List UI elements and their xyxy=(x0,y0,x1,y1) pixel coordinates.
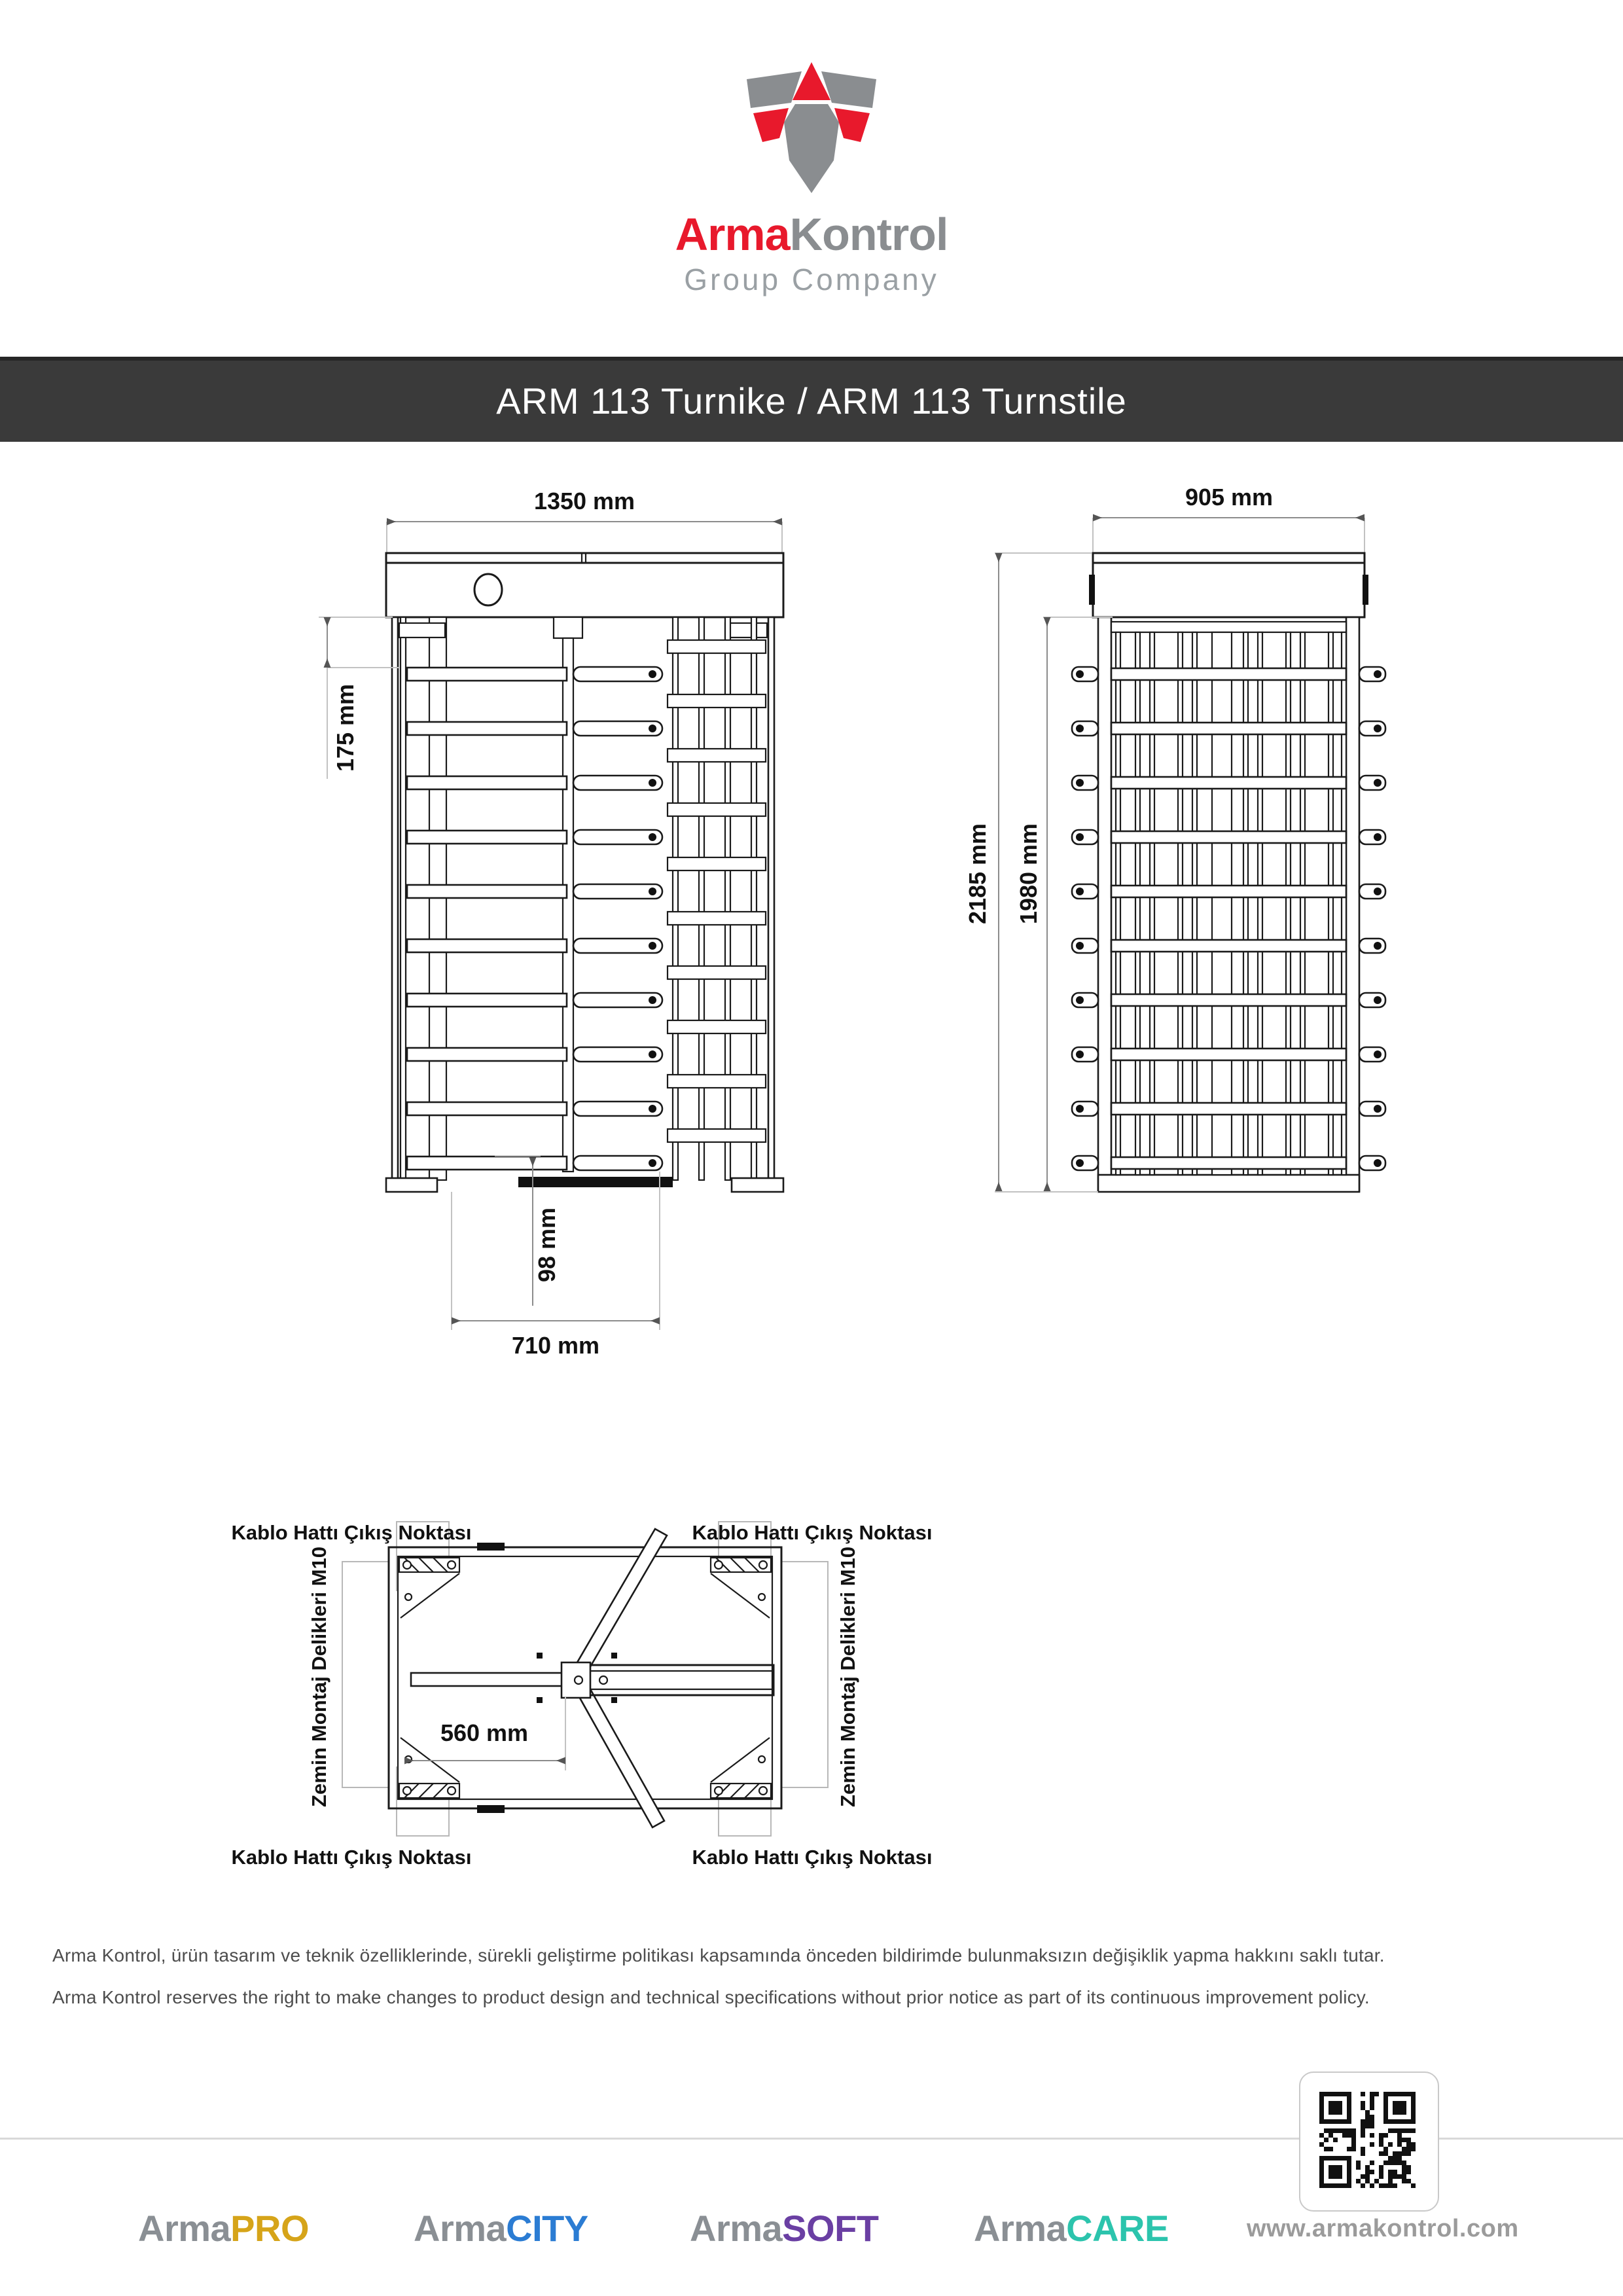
side-cage-height-dimension: 1980 mm xyxy=(1015,823,1042,925)
armakontrol-shield-icon xyxy=(736,62,887,201)
footer-brand-armacare: ArmaCARE xyxy=(974,2208,1169,2249)
logo-brand-prefix: Arma xyxy=(675,209,790,260)
front-passage-dimension: 710 mm xyxy=(511,1332,600,1359)
front-arm-floor-gap-dimension: 98 mm xyxy=(533,1207,560,1283)
technical-drawing xyxy=(0,458,1623,1898)
side-view-drawing xyxy=(964,484,1385,1192)
disclaimer-turkish: Arma Kontrol, ürün tasarım ve teknik özelliklerinde, sürekli geliştirme politikası kapsamında önceden bildirimde bulunmaksızın değişiklik yapma hakkını saklı tutar. xyxy=(52,1945,1385,1965)
front-view-drawing xyxy=(319,488,783,1359)
footer-brand-armacity: ArmaCITY xyxy=(414,2208,588,2249)
front-view-bars xyxy=(407,640,766,1170)
qr-code xyxy=(1299,2072,1439,2212)
qr-code-pattern xyxy=(1319,2092,1416,2188)
cable-exit-label-bottom-right: Kablo Hattı Çıkış Noktası xyxy=(692,1846,933,1869)
page-title: ARM 113 Turnike / ARM 113 Turnstile xyxy=(496,380,1127,422)
cable-exit-label-bottom-left: Kablo Hattı Çıkış Noktası xyxy=(231,1846,472,1869)
logo-wordmark xyxy=(0,208,1623,260)
title-bar xyxy=(0,357,1623,442)
front-width-dimension: 1350 mm xyxy=(533,488,635,514)
side-width-dimension: 905 mm xyxy=(1185,484,1274,511)
cable-exit-label-top-right: Kablo Hattı Çıkış Noktası xyxy=(692,1521,933,1544)
mounting-holes-label-left: Zemin Montaj Delikleri M10 xyxy=(308,1547,330,1807)
front-top-offset-dimension: 175 mm xyxy=(332,683,359,772)
logo-brand-suffix: Kontrol xyxy=(789,209,948,260)
plan-rotor-dimension: 560 mm xyxy=(440,1719,529,1746)
disclaimer-english: Arma Kontrol reserves the right to make changes to product design and technical specifications without prior notice as part of its continuous improvement policy. xyxy=(52,1987,1370,2007)
side-total-height-dimension: 2185 mm xyxy=(964,823,991,925)
website-url: www.armakontrol.com xyxy=(1247,2215,1519,2242)
footer-brand-armapro: ArmaPRO xyxy=(138,2208,310,2249)
top-view-drawing xyxy=(232,1521,933,1869)
logo-subtitle: Group Company xyxy=(684,262,939,296)
mounting-holes-label-right: Zemin Montaj Delikleri M10 xyxy=(836,1547,859,1807)
cable-exit-label-top-left: Kablo Hattı Çıkış Noktası xyxy=(231,1521,472,1544)
footer-brand-armasoft: ArmaSOFT xyxy=(690,2208,879,2249)
